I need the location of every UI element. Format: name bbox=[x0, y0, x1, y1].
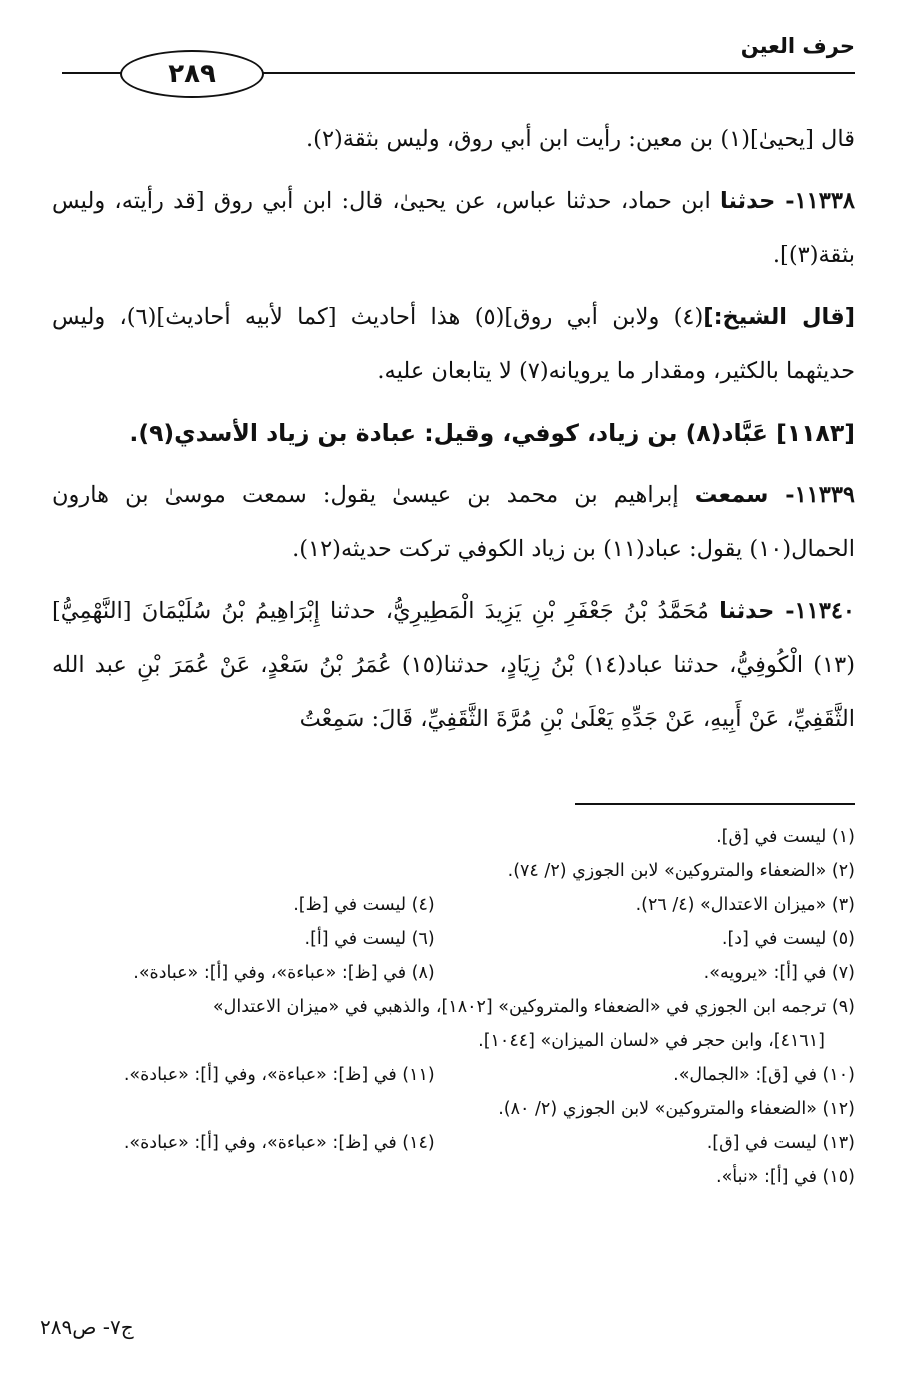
hadith-11340 bbox=[52, 584, 855, 746]
footnote-row bbox=[62, 956, 855, 990]
footnote-row bbox=[62, 888, 855, 922]
hadith-11338 bbox=[52, 174, 855, 282]
biography-entry-heading: [١١٨٣] عَبَّاد(٨) بن زياد، كوفي، وقيل: عبادة بن زياد الأسدي(٩). bbox=[129, 419, 855, 447]
footnotes bbox=[62, 820, 855, 1194]
hadith-keyword: حدثنا bbox=[720, 188, 776, 214]
footnote-row bbox=[62, 1058, 855, 1092]
hadith-number: ١١٣٤٠- bbox=[774, 598, 856, 624]
page-number: ٢٨٩ bbox=[168, 59, 216, 89]
footnote-6: (٦) ليست في [أ]. bbox=[304, 929, 435, 949]
footnote-rule bbox=[575, 803, 855, 805]
footnote-row bbox=[62, 1126, 855, 1160]
footnote-15: (١٥) في [أ]: «نبأ». bbox=[716, 1167, 855, 1187]
footnote-9-continued: [٤١٦١]، وابن حجر في «لسان الميزان» [١٠٤٤]. bbox=[478, 1031, 825, 1051]
footnote-5: (٥) ليست في [د]. bbox=[721, 929, 855, 949]
footnote-2: (٢) «الضعفاء والمتروكين» لابن الجوزي (٢/ ٧٤). bbox=[507, 861, 855, 881]
hadith-number: ١١٣٣٨- bbox=[775, 188, 855, 214]
volume-page-reference: ج٧- ص٢٨٩ bbox=[40, 1315, 134, 1339]
footnote-3: (٣) «ميزان الاعتدال» (٤/ ٢٦). bbox=[635, 895, 855, 915]
hadith-text: ابن حماد، حدثنا عباس، عن يحيىٰ، قال: ابن أبي روق [قد رأيته، وليس بثقة(٣)]. bbox=[52, 188, 855, 268]
sheikh-text: (٤) ولابن أبي روق](٥) هذا أحاديث [كما لأبيه أحاديث](٦)، وليس حديثهما بالكثير، ومقدار ما يرويانه(٧) لا يتابعان عليه. bbox=[52, 304, 855, 384]
hadith-11339 bbox=[52, 468, 855, 576]
page-header bbox=[62, 28, 855, 88]
footnote-13: (١٣) ليست في [ق]. bbox=[706, 1133, 855, 1153]
running-head: حرف العين bbox=[740, 34, 855, 58]
footnote-9: (٩) ترجمه ابن الجوزي في «الضعفاء والمتروكين» [١٨٠٢]، والذهبي في «ميزان الاعتدال» bbox=[212, 997, 855, 1017]
page-number-oval bbox=[120, 50, 264, 98]
main-text bbox=[52, 112, 855, 754]
footnote-14: (١٤) في [ظ]: «عباءة»، وفي [أ]: «عبادة». bbox=[123, 1133, 435, 1153]
sheikh-remark bbox=[52, 290, 855, 398]
hadith-keyword: حدثنا bbox=[719, 598, 775, 624]
hadith-text: إبراهيم بن محمد بن عيسىٰ يقول: سمعت موسىٰ بن هارون الحمال(١٠) يقول: عباد(١١) بن زياد الكوفي تركت حديثه(١٢). bbox=[52, 482, 855, 562]
sheikh-label: [قال الشيخ:] bbox=[703, 304, 855, 330]
footnote-10: (١٠) في [ق]: «الجمال». bbox=[673, 1065, 855, 1085]
footnote-8: (٨) في [ظ]: «عباءة»، وفي [أ]: «عبادة». bbox=[133, 963, 435, 983]
paragraph-1: قال [يحيىٰ](١) بن معين: رأيت ابن أبي روق، وليس بثقة(٢). bbox=[306, 126, 855, 152]
footnote-7: (٧) في [أ]: «يرويه». bbox=[703, 963, 855, 983]
footnote-11: (١١) في [ظ]: «عباءة»، وفي [أ]: «عبادة». bbox=[123, 1065, 435, 1085]
footnote-1: (١) ليست في [ق]. bbox=[716, 827, 855, 847]
footnote-4: (٤) ليست في [ظ]. bbox=[293, 895, 435, 915]
hadith-keyword: سمعت bbox=[694, 482, 769, 508]
footnote-12: (١٢) «الضعفاء والمتروكين» لابن الجوزي (٢/ ٨٠). bbox=[498, 1099, 855, 1119]
hadith-number: ١١٣٣٩- bbox=[768, 482, 855, 508]
footnote-row bbox=[62, 922, 855, 956]
hadith-text: مُحَمَّدُ بْنُ جَعْفَرِ بْنِ يَزِيدَ الْمَطِيرِيُّ، حدثنا إِبْرَاهِيمُ بْنُ سُلَيْمَانَ [النَّهْمِيُّ](١٣) الْكُوفِيُّ، حدثنا عباد(١٤) بْنُ زِيَادٍ، حدثنا(١٥) عُمَرُ بْنُ سَعْدٍ، عَنْ عُمَرَ بْنِ عبد الله الثَّقَفِيِّ، عَنْ أَبِيهِ، عَنْ جَدِّهِ يَعْلَىٰ بْنِ مُرَّةَ الثَّقَفِيِّ، قَالَ: سَمِعْتُ bbox=[52, 598, 856, 732]
